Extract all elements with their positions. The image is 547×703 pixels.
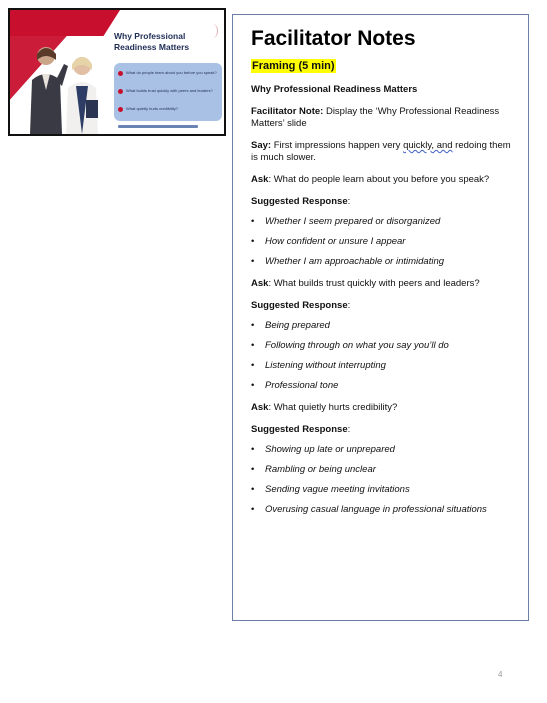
- ask-text: : What builds trust quickly with peers and leaders?: [268, 278, 480, 289]
- list-item: • Sending vague meeting invitations: [251, 484, 516, 496]
- slide-bullet-dot-icon: [118, 71, 123, 76]
- list-item: • Showing up late or unprepared: [251, 444, 516, 456]
- response-list: [251, 444, 516, 516]
- ask-question: [251, 174, 516, 186]
- suggested-response-heading: [251, 424, 516, 436]
- slide-title-line1: Why Professional: [114, 31, 186, 41]
- facilitator-note: [251, 106, 516, 130]
- say-text: redoing them is much slower.: [251, 140, 511, 163]
- suggested-label: Suggested Response: [251, 300, 348, 311]
- list-item: • Being prepared: [251, 320, 516, 332]
- suggested-response-heading: [251, 300, 516, 312]
- slide-title-line2: Readiness Matters: [114, 42, 190, 52]
- facilitator-notes-panel: [232, 14, 529, 621]
- list-item: • Whether I am approachable or intimidating: [251, 256, 516, 268]
- spellcheck-squiggle-text: quickly, and: [403, 140, 453, 151]
- section-title: Why Professional Readiness Matters: [251, 84, 418, 95]
- page-number: 4: [498, 670, 503, 679]
- slide-bullet-text: What builds trust quickly with peers and leaders?: [126, 88, 213, 93]
- ask-label: Ask: [251, 278, 269, 289]
- list-item: • Rambling or being unclear: [251, 464, 516, 476]
- ask-label: Ask: [251, 174, 269, 185]
- say-text: First impressions happen very: [271, 140, 404, 151]
- response-list: [251, 216, 516, 268]
- slide-bullet-text: What do people learn about you before you speak?: [126, 70, 217, 75]
- response-list: [251, 320, 516, 392]
- slide-bullet: [118, 106, 220, 112]
- list-item: • Listening without interrupting: [251, 360, 516, 372]
- suggested-label: Suggested Response: [251, 196, 348, 207]
- ask-question: [251, 278, 516, 290]
- slide-bullet-dot-icon: [118, 107, 123, 112]
- suggested-colon: :: [347, 424, 351, 435]
- list-item: • Professional tone: [251, 380, 516, 392]
- framing-highlight: Framing (5 min): [252, 60, 335, 72]
- suggested-colon: :: [347, 196, 351, 207]
- list-item: • How confident or unsure I appear: [251, 236, 516, 248]
- facilitator-note-label: Facilitator Note:: [251, 106, 324, 117]
- slide-bullet: [118, 70, 220, 76]
- slide-bullet-dot-icon: [118, 89, 123, 94]
- list-item: • Whether I seem prepared or disorganized: [251, 216, 516, 228]
- ask-text: : What quietly hurts credibility?: [268, 402, 398, 413]
- suggested-response-heading: [251, 196, 516, 208]
- list-item: • Following through on what you say you’ll do: [251, 340, 516, 352]
- slide-footer-line: [118, 125, 198, 128]
- ask-text: : What do people learn about you before you speak?: [268, 174, 490, 185]
- notes-content: [251, 25, 516, 516]
- suggested-colon: :: [347, 300, 351, 311]
- list-item: • Overusing casual language in professional situations: [251, 504, 516, 516]
- ask-question: [251, 402, 516, 414]
- facilitator-note-text: Display the ‘Why Professional Readiness Matters’ slide: [251, 106, 500, 129]
- ask-label: Ask: [251, 402, 269, 413]
- slide-bullet-text: What quietly hurts credibility?: [126, 106, 179, 111]
- suggested-label: Suggested Response: [251, 424, 348, 435]
- slide-thumbnail[interactable]: [8, 8, 226, 136]
- say-label: Say:: [251, 140, 272, 151]
- slide-photo-two-women: [16, 30, 116, 134]
- notes-heading: Facilitator Notes: [251, 27, 416, 50]
- slide-title: [114, 31, 224, 53]
- slide-bullet: [118, 88, 220, 94]
- say-paragraph: [251, 140, 516, 164]
